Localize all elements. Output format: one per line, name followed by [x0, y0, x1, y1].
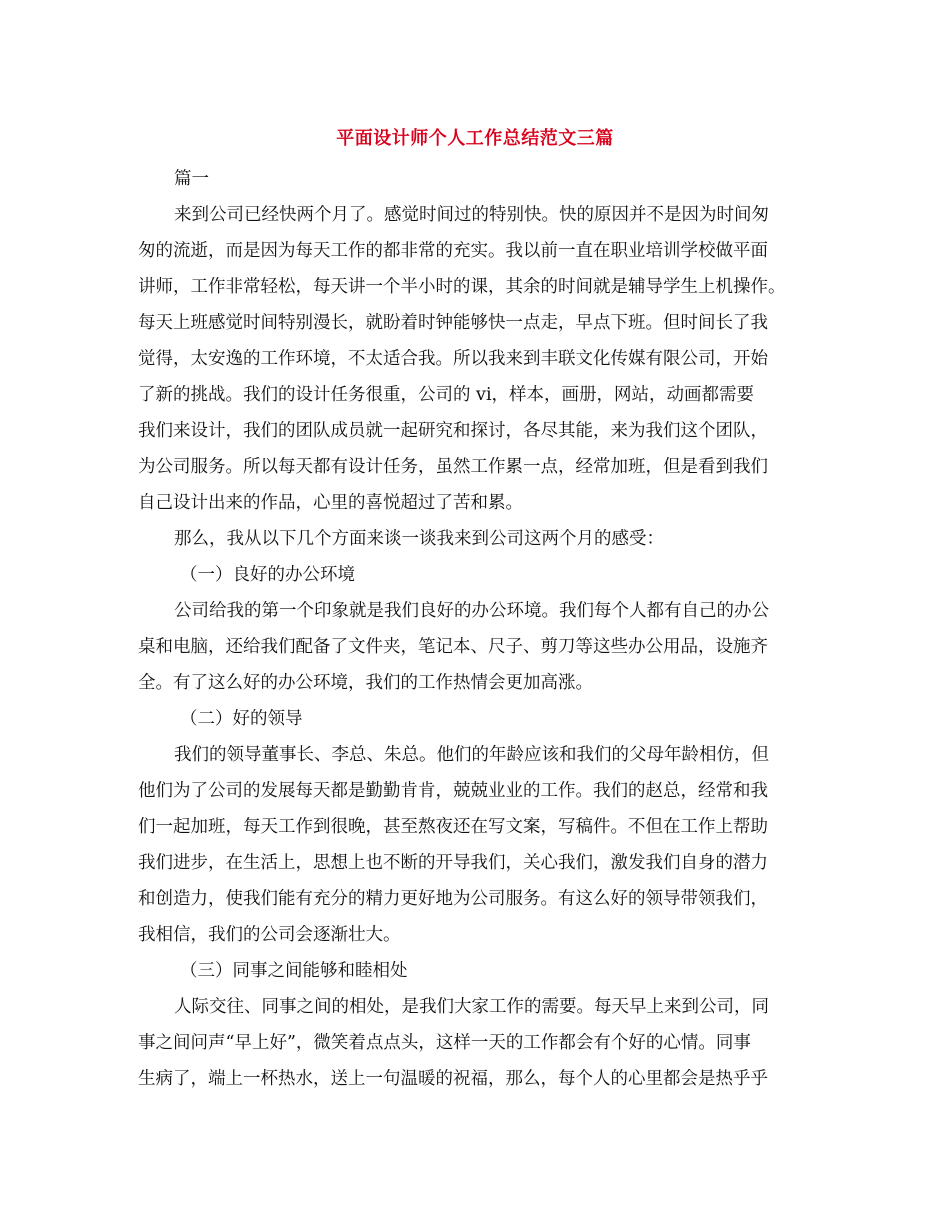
paragraph-line: 公司给我的第一个印象就是我们良好的办公环境。我们每个人都有自己的办公 [174, 601, 769, 621]
subheading: （三）同事之间能够和睦相处 [180, 961, 408, 981]
paragraph-line: 那么，我从以下几个方面来谈一谈我来到公司这两个月的感受： [174, 529, 664, 549]
paragraph-line: 觉得，太安逸的工作环境，不太适合我。所以我来到丰联文化传媒有限公司，开始 [138, 349, 768, 369]
paragraph-line: 我们来设计，我们的团队成员就一起研究和探讨，各尽其能，来为我们这个团队， [138, 421, 768, 441]
paragraph-line: 生病了，端上一杯热水，送上一句温暖的祝福，那么，每个人的心里都会是热乎乎 [138, 1069, 768, 1089]
paragraph-line: 讲师，工作非常轻松，每天讲一个半小时的课，其余的时间就是辅导学生上机操作。 [138, 277, 786, 297]
paragraph-line: 我们的领导董事长、李总、朱总。他们的年龄应该和我们的父母年龄相仿，但 [174, 745, 769, 765]
paragraph-line: 他们为了公司的发展每天都是勤勤肯肯，兢兢业业的工作。我们的赵总，经常和我 [138, 781, 768, 801]
paragraph-line: 匆的流逝，而是因为每天工作的都非常的充实。我以前一直在职业培训学校做平面 [138, 241, 768, 261]
subheading: （一）良好的办公环境 [180, 565, 355, 585]
paragraph-line: 来到公司已经快两个月了。感觉时间过的特别快。快的原因并不是因为时间匆 [174, 205, 769, 225]
paragraph-line: 我相信，我们的公司会逐渐壮大。 [138, 925, 401, 945]
paragraph-line: 桌和电脑，还给我们配备了文件夹，笔记本、尺子、剪刀等这些办公用品，设施齐 [138, 637, 768, 657]
paragraph-line: 人际交往、同事之间的相处，是我们大家工作的需要。每天早上来到公司，同 [174, 997, 769, 1017]
subheading: （二）好的领导 [180, 709, 303, 729]
paragraph-line: 我们进步，在生活上，思想上也不断的开导我们，关心我们，激发我们自身的潜力 [138, 853, 768, 873]
paragraph-line: 每天上班感觉时间特别漫长，就盼着时钟能够快一点走，早点下班。但时间长了我 [138, 313, 768, 333]
paragraph-line: 为公司服务。所以每天都有设计任务，虽然工作累一点，经常加班，但是看到我们 [138, 457, 768, 477]
paragraph-line: 了新的挑战。我们的设计任务很重，公司的 vi，样本，画册，网站，动画都需要 [138, 385, 755, 405]
paragraph-line: 全。有了这么好的办公环境，我们的工作热情会更加高涨。 [138, 673, 593, 693]
paragraph-line: 和创造力，使我们能有充分的精力更好地为公司服务。有这么好的领导带领我们， [138, 889, 768, 909]
document-title: 平面设计师个人工作总结范文三篇 [336, 128, 614, 149]
section-heading: 篇一 [174, 169, 209, 189]
paragraph-line: 事之间问声“早上好”，微笑着点点头，这样一天的工作都会有个好的心情。同事 [138, 1033, 751, 1053]
paragraph-line: 们一起加班，每天工作到很晚，甚至熬夜还在写文案，写稿件。不但在工作上帮助 [138, 817, 768, 837]
paragraph-line: 自己设计出来的作品，心里的喜悦超过了苦和累。 [138, 493, 523, 513]
